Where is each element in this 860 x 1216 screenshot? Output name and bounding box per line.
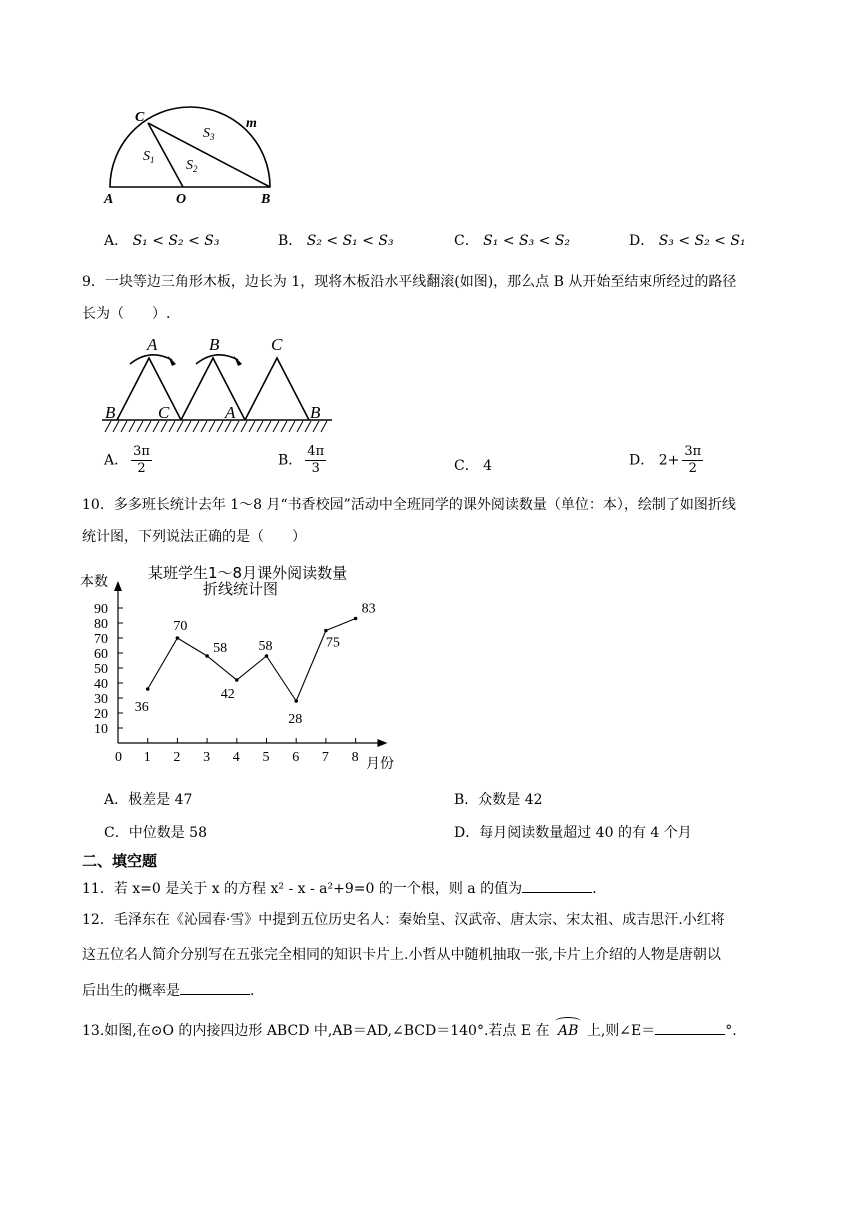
label-O: O <box>176 192 187 205</box>
q8-option-b: B． S₂ < S₁ < S₃ <box>278 233 394 249</box>
q13-stem: 13.如图,在⊙O 的内接四边形 ABCD 中,AB＝AD,∠BCD＝140°.若点 E 在 AB 上,则∠E＝ °. <box>82 1020 737 1041</box>
y-tick-label: 10 <box>94 722 108 737</box>
q8-semicircle-figure <box>100 105 275 205</box>
label-A-bottom: A <box>225 403 236 422</box>
q9-option-d: D． 2+ $\frac{3\pi}{2}$ <box>629 444 702 476</box>
label-C: C <box>135 110 145 125</box>
data-point <box>354 617 358 621</box>
x-tick-label: 6 <box>292 750 300 765</box>
data-label: 58 <box>258 639 273 654</box>
x-tick-label: 5 <box>262 750 270 765</box>
data-label: 28 <box>288 712 303 727</box>
label-C-top: C <box>271 335 283 354</box>
section-title: 二、填空题 <box>82 852 158 870</box>
q12-stem-line1: 12．毛泽东在《沁园春·雪》中提到五位历史名人：秦始皇、汉武帝、唐太宗、宋太祖、成吉思汗.小红将 <box>82 912 725 928</box>
data-label: 42 <box>220 687 235 702</box>
data-point <box>146 687 150 691</box>
y-tick-label: 60 <box>94 647 108 662</box>
q8-option-d: D． S₃ < S₂ < S₁ <box>629 233 746 249</box>
q9-stem-line1: 9．一块等边三角形木板，边长为 1，现将木板沿水平线翻滚(如图)，那么点 B 从开始至结束所经过的路径 <box>82 274 737 290</box>
q8-option-c: C． S₁ < S₃ < S₂ <box>454 233 571 249</box>
x-tick-label: 1 <box>143 750 151 765</box>
q9-stem-line2: 长为（ ）. <box>82 306 171 322</box>
y-tick-label: 30 <box>94 692 108 707</box>
q12-stem-line2: 这五位名人简介分别写在五张完全相同的知识卡片上.小哲从中随机抽取一张,卡片上介绍的人物是唐朝以 <box>82 947 721 963</box>
chart-title: 某班学生1～8月课外阅读数量 <box>148 564 348 582</box>
label-S3: $S_3$ <box>203 126 215 142</box>
arc-ab: AB <box>554 1021 582 1041</box>
x-axis-arrow <box>377 739 387 747</box>
q10-option-d: D．每月阅读数量超过 40 的有 4 个月 <box>454 825 692 841</box>
y-tick-label: 50 <box>94 662 108 677</box>
label-m: m <box>246 116 257 131</box>
data-label: 36 <box>134 700 149 715</box>
label-B-end: B <box>310 403 321 422</box>
y-axis-arrow <box>114 581 122 591</box>
q12-stem-line3: 后出生的概率是 . <box>82 980 254 1001</box>
q9-option-c: C． 4 <box>454 458 493 474</box>
q10-option-b: B．众数是 42 <box>454 792 543 808</box>
y-tick-label: 70 <box>94 632 108 647</box>
q9-option-a: A． $\frac{3\pi}{2}$ <box>104 444 150 476</box>
label-B-start: B <box>105 403 116 422</box>
x-tick-label: 4 <box>232 750 240 765</box>
chart-xlabel: 月份 <box>366 756 394 772</box>
x-tick-label: 0 <box>115 750 122 765</box>
data-label: 75 <box>325 635 340 651</box>
chart-ticks <box>94 602 359 765</box>
q10-stem-line2: 统计图，下列说法正确的是（ ） <box>82 529 306 545</box>
label-A-top: A <box>147 335 158 354</box>
q10-option-c: C．中位数是 58 <box>104 825 207 841</box>
q9-rolling-triangle-figure <box>100 332 335 437</box>
data-point <box>235 678 239 682</box>
q8-option-a: A． S₁ < S₂ < S₃ <box>104 233 220 249</box>
q10-stem-line1: 10．多多班长统计去年 1～8 月“书香校园”活动中全班同学的课外阅读数量（单位：本），绘制了如图折线 <box>82 497 736 513</box>
x-tick-label: 3 <box>203 750 211 765</box>
chart-axes <box>114 581 387 747</box>
label-B: B <box>261 192 271 205</box>
q9-option-b: B． $\frac{4\pi}{3}$ <box>278 444 325 476</box>
y-tick-label: 80 <box>94 617 108 632</box>
q12-answer-blank[interactable] <box>180 980 250 995</box>
data-point <box>294 699 298 703</box>
label-S1: $S_1$ <box>143 149 155 165</box>
data-point <box>324 629 328 633</box>
x-tick-label: 7 <box>321 750 329 765</box>
y-tick-label: 40 <box>94 677 108 692</box>
y-tick-label: 90 <box>94 602 108 617</box>
chart-subtitle: 折线统计图 <box>203 580 279 598</box>
data-label: 58 <box>213 641 228 656</box>
data-point <box>205 654 209 658</box>
label-B-top: B <box>209 335 220 354</box>
chart-ylabel: 本数 <box>80 574 108 590</box>
data-point <box>265 654 269 658</box>
q11-stem: 11．若 x=0 是关于 x 的方程 x² - x - a²+9=0 的一个根，则 a 的值为 . <box>82 878 597 899</box>
q10-line-chart <box>78 560 408 775</box>
label-C-bottom: C <box>158 403 170 422</box>
label-S2: $S_2$ <box>186 158 198 174</box>
x-tick-label: 2 <box>173 750 181 765</box>
q11-answer-blank[interactable] <box>522 878 592 893</box>
x-tick-label: 8 <box>351 750 359 765</box>
chart-series <box>135 602 376 728</box>
data-label: 83 <box>361 601 376 617</box>
label-A: A <box>104 192 114 205</box>
q10-option-a: A．极差是 47 <box>104 792 193 808</box>
y-tick-label: 20 <box>94 707 108 722</box>
q13-answer-blank[interactable] <box>655 1020 725 1035</box>
data-label: 70 <box>173 619 188 634</box>
data-point <box>176 636 180 640</box>
